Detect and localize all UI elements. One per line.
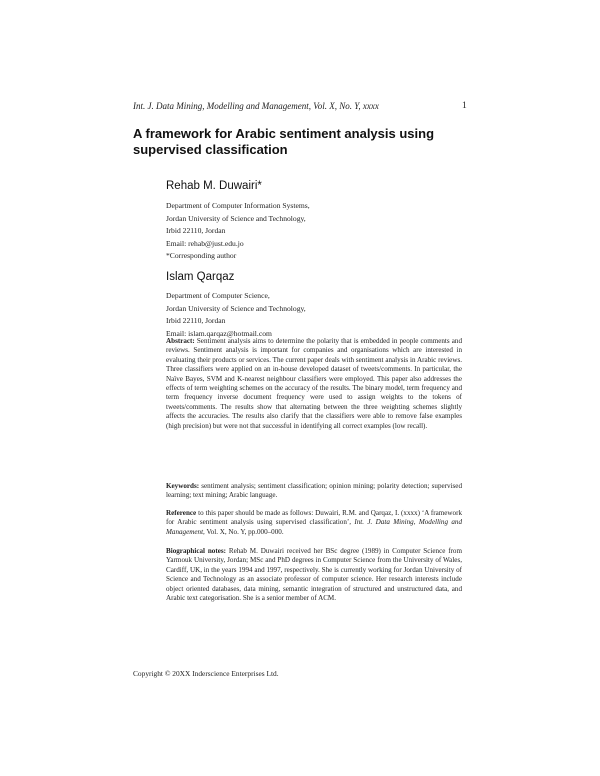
- reference-text: to this paper should be made as follows: Duwairi, R.M. and Qarqaz, I. (xxxx) ‘A framework for Arabic sentiment analysis using supervised classification’,: [166, 509, 462, 527]
- paper-title: A framework for Arabic sentiment analysis using supervised classification: [133, 126, 435, 157]
- running-header: Int. J. Data Mining, Modelling and Management, Vol. X, No. Y, xxxx: [133, 101, 379, 111]
- bio-text: Rehab M. Duwairi received her BSc degree (1989) in Computer Science from Yarmouk University, Jordan; MSc and PhD degrees in Computer Science from the University of Wales, Cardiff, UK, in the years 1994 and 1997, respectively. She is currently working for Jordan University of Science and Technology as an associate professor of computer science. Her research interests include object oriented databases, data mining, semantic integration of structured and unstructured data, and Arabic text categorisation. She is a senior member of ACM.: [166, 547, 462, 603]
- keywords-label: Keywords:: [166, 482, 200, 490]
- abstract-text: Sentiment analysis aims to determine the polarity that is embedded in people comments and reviews. Sentiment analysis is important for companies and organisations which are interested in evaluating their products or services. The current paper deals with sentiment analysis in Arabic reviews. Three classifiers were applied on an in-house developed dataset of tweets/comments. In particular, the Naïve Bayes, SVM and K-nearest neighbour classifiers were employed. This paper also addresses the effects of term weighting schemes on the accuracy of the results. The binary model, term frequency and term frequency inverse document frequency were used to assign weights to the tokens of tweets/comments. The results show that alternating between the three weighting schemes slightly affects the accuracies. The results also clarify that the classifiers were able to remove false examples (high precision) but were not that successful in identifying all correct examples (low recall).: [166, 337, 462, 430]
- affiliation-line: Irbid 22110, Jordan: [166, 316, 226, 326]
- reference-journal: Int. J. Data Mining, Modelling and Management,: [166, 518, 462, 536]
- biographical-notes: [166, 547, 462, 603]
- affiliation-line: Jordan University of Science and Technology,: [166, 303, 306, 313]
- keywords: [166, 482, 462, 501]
- citation-reference: [166, 509, 462, 537]
- author-affiliation-1: [166, 200, 466, 263]
- reference-volume: Vol. X, No. Y, pp.000–000.: [206, 527, 284, 536]
- bio-label: Biographical notes:: [166, 547, 226, 555]
- reference-label: Reference: [166, 509, 197, 517]
- author-affiliation-2: [166, 290, 466, 340]
- affiliation-line: Department of Computer Science,: [166, 291, 270, 300]
- affiliation-line: Department of Computer Information Systems,: [166, 201, 310, 210]
- author-email: Email: islam.qarqaz@hotmail.com: [166, 328, 272, 338]
- abstract: [166, 337, 462, 431]
- page-number: 1: [462, 101, 467, 111]
- author-name-1: Rehab M. Duwairi*: [166, 180, 262, 192]
- author-name-2: Islam Qarqaz: [166, 271, 235, 283]
- copyright-footer: Copyright © 20XX Inderscience Enterprises Ltd.: [133, 669, 279, 678]
- keywords-text: sentiment analysis; sentiment classification; opinion mining; polarity detection; supervised learning; text mining; Arabic language.: [166, 482, 462, 500]
- author-email: Email: rehab@just.edu.jo: [166, 238, 244, 248]
- affiliation-line: Irbid 22110, Jordan: [166, 226, 226, 236]
- corresponding-author-note: *Corresponding author: [166, 251, 237, 261]
- abstract-label: Abstract:: [166, 337, 195, 345]
- affiliation-line: Jordan University of Science and Technology,: [166, 213, 306, 223]
